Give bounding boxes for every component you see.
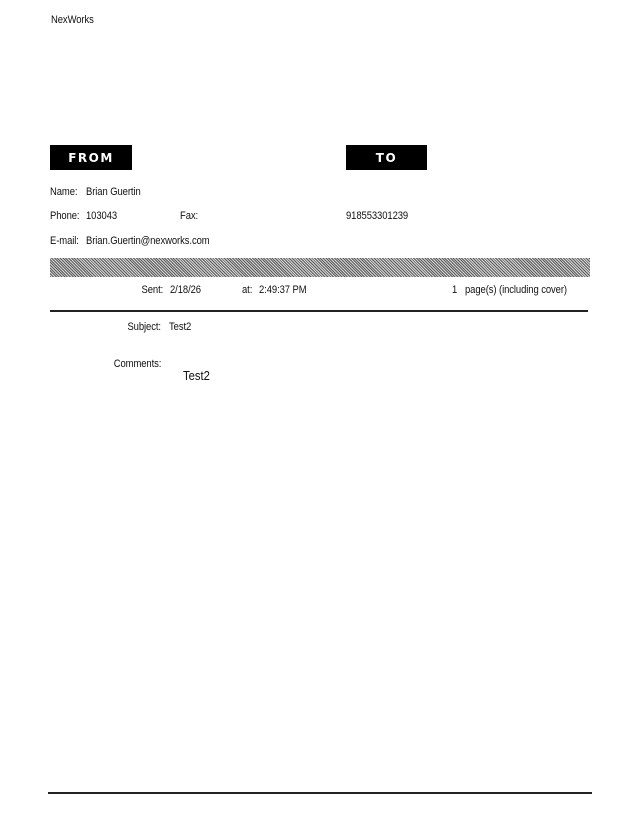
sent-label: Sent:: [141, 284, 163, 296]
comments-label: Comments:: [113, 358, 161, 370]
company-name: NexWorks: [51, 14, 94, 26]
sender-name: Brian Guertin: [86, 186, 141, 198]
sender-email: Brian.Guertin@nexworks.com: [86, 235, 210, 247]
sender-phone: 103043: [86, 210, 118, 222]
pages-label: page(s) (including cover): [465, 284, 567, 296]
hatch-divider: [50, 258, 590, 277]
at-label: at:: [242, 284, 253, 296]
name-label: Name:: [50, 186, 78, 198]
recipient-fax: 918553301239: [346, 210, 409, 222]
comments-value: Test2: [183, 369, 210, 383]
fax-label: Fax:: [180, 210, 199, 222]
phone-label: Phone:: [50, 210, 80, 222]
to-header: TO: [346, 145, 427, 170]
divider-rule: [50, 310, 588, 312]
footer-rule: [48, 792, 592, 794]
sent-time: 2:49:37 PM: [259, 284, 307, 296]
subject-label: Subject:: [127, 321, 161, 333]
sent-date: 2/18/26: [170, 284, 201, 296]
from-header: FROM: [50, 145, 132, 170]
subject-value: Test2: [169, 321, 192, 333]
page-count: 1: [452, 284, 458, 296]
email-label: E-mail:: [50, 235, 79, 247]
